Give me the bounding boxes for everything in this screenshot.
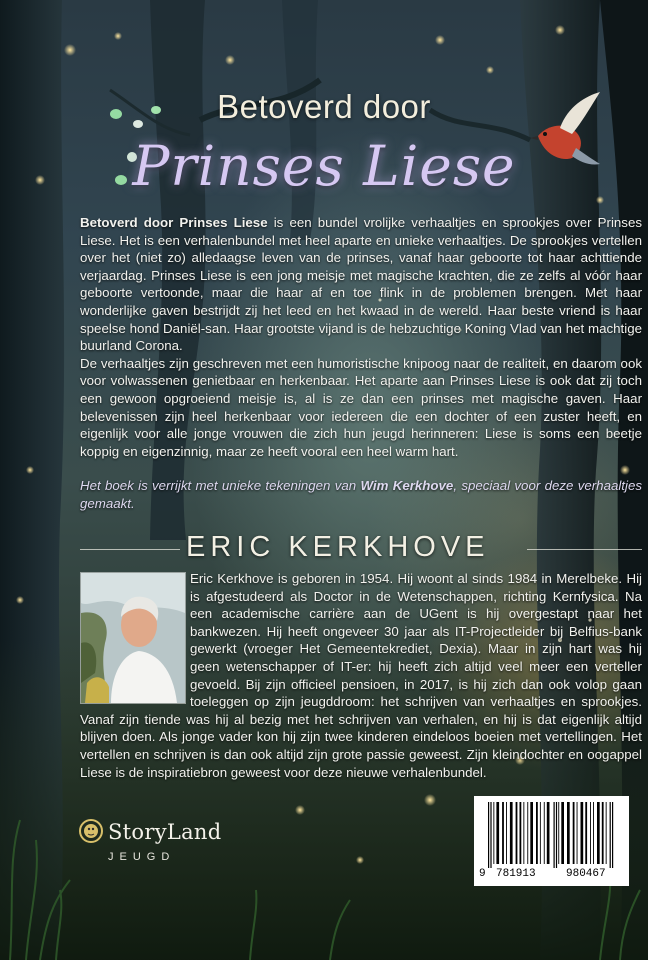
barcode-digit-group-3: 980467 (566, 868, 606, 880)
barcode-bar (567, 802, 570, 864)
divider-left (80, 549, 180, 550)
barcode-bar (536, 802, 538, 864)
barcode-bar (527, 802, 528, 864)
barcode-digit-group-2: 781913 (496, 868, 536, 880)
barcode-bar (577, 802, 578, 864)
book-blurb (80, 214, 642, 513)
barcode-bar (506, 802, 507, 864)
barcode-bar (502, 802, 504, 864)
isbn-barcode (474, 796, 629, 886)
barcode-bar (585, 802, 587, 864)
blurb-spacer (80, 460, 642, 477)
publisher-logo (78, 818, 238, 868)
illustrator-note-pre: Het boek is verrijkt met unieke tekeningen van (80, 478, 361, 494)
barcode-bar (554, 802, 555, 868)
title-line-1: Betoverd door (217, 88, 431, 125)
barcode-bar (593, 802, 594, 864)
barcode-bar (523, 802, 524, 864)
publisher-line: JEUGD (108, 851, 176, 863)
barcode-bar (590, 802, 591, 864)
barcode-bar (547, 802, 550, 864)
barcode-bar (496, 802, 499, 864)
photo-spacer (80, 570, 190, 702)
barcode-bar (602, 802, 604, 864)
barcode-bar (597, 802, 600, 864)
barcode-bar (581, 802, 584, 864)
barcode-bars (474, 796, 629, 868)
barcode-bar (493, 802, 494, 864)
author-bio (80, 570, 642, 781)
barcode-bar (606, 802, 607, 864)
illustrator-name: Wim Kerkhove (360, 478, 454, 494)
barcode-bar (510, 802, 513, 864)
barcode-bar (556, 802, 557, 868)
illustrator-note-post: , speciaal voor deze verhaaltjes gemaakt. (80, 478, 643, 511)
barcode-bar (540, 802, 541, 864)
lion-emblem-icon (78, 818, 104, 848)
blurb-paragraph-1-text: is een bundel vrolijke verhaaltjes en sprookjes over Prinses Liese. Het is een verhalenbundel met heel aparte en unieke verhaaltjes. De sprookjes vertellen over het (niet zo) alledaagse leven van de prinses, vanaf haar geboorte tot haar achttiende verjaardag. Prinses Liese is een jong meisje met magische krachten, die ze zelfs al vóór haar geboorte vertoonde, maar die haar af en toe flink in de problemen brengen. Met haar wonderlijke gaven bestrijdt zij het leed en het kwaad in de wereld. Haar beste vriend is haar speelse hond Daniël-san. Haar grootste vijand is de hebzuchtige Koning Vlad van het machtige buurland Corona. (80, 215, 642, 354)
illustrator-note (80, 477, 642, 512)
barcode-bar (530, 802, 533, 864)
barcode-bar (561, 802, 564, 864)
barcode-bar (490, 802, 491, 868)
barcode-digit-group-1: 9 (479, 868, 486, 880)
publisher-name: StoryLand (108, 820, 222, 844)
barcode-bar (573, 802, 575, 864)
barcode-bar (488, 802, 489, 868)
blurb-title-bold: Betoverd door Prinses Liese (80, 215, 268, 230)
author-name: ERIC KERKHOVE (186, 531, 490, 563)
barcode-bar (520, 802, 522, 864)
blurb-paragraph-2: De verhaaltjes zijn geschreven met een humoristische knipoog naar de realiteit, en daarom ook voor volwassenen genietbaar en herkenbaar. Het aparte aan Prinses Liese is ook dat zij toch een gewoon opgroeiend meisje is, al is ze dan een prinses met magische gaven. Haar belevenissen zijn heel herkenbaar voor iedereen die een dochter of een zuster heeft, en eigenlijk voor alle jonge vrouwen die zich hun jeugd herinneren: Liese is soms een beetje koppig en eigenzinnig, maar ze heeft vooral een heel warm hart. (80, 355, 642, 459)
author-bio-text: Eric Kerkhove is geboren in 1954. Hij woont al sinds 1984 in Merelbeke. Hij is afgestudeerd als Doctor in de Wetenschappen, richting Kernfysica. Na een academische carrière aan de UGent is hij overgestapt naar het bankwezen. Hij heeft ongeveer 30 jaar als IT-Projectleider bij Belfius-bank gewerkt (vroeger Het Gemeentekrediet, Dexia). Maar in zijn hart was hij geen wetenschapper of IT-er: hij heeft zich altijd veel meer een verteller gevoeld. Bij zijn officieel pensioen, in 2017, is hij zich dan ook volop gaan toeleggen op zijn jeugddroom: het schrijven van verhaaltjes en sprookjes. Vanaf zijn tiende was hij al bezig met het schrijven van verhalen, en hij is dat eigenlijk altijd blijven doen. Als jonge vader kon hij zijn twee kinderen eindeloos boeien met vertellingen. Het vertellen en schrijven is dan ook altijd zijn grote passie geweest. Zijn kleindochter en oogappel Liese is de inspiratiebron geweest voor deze nieuwe verhalenbundel. (80, 571, 642, 780)
blurb-paragraph-1 (80, 214, 642, 355)
barcode-bar (612, 802, 613, 868)
barcode-bar (544, 802, 545, 864)
barcode-bar (558, 802, 559, 864)
barcode-digits (474, 868, 629, 882)
barcode-bar (610, 802, 611, 868)
title-line-2: Prinses Liese (132, 134, 516, 198)
divider-right (527, 549, 642, 550)
barcode-bar (516, 802, 518, 864)
